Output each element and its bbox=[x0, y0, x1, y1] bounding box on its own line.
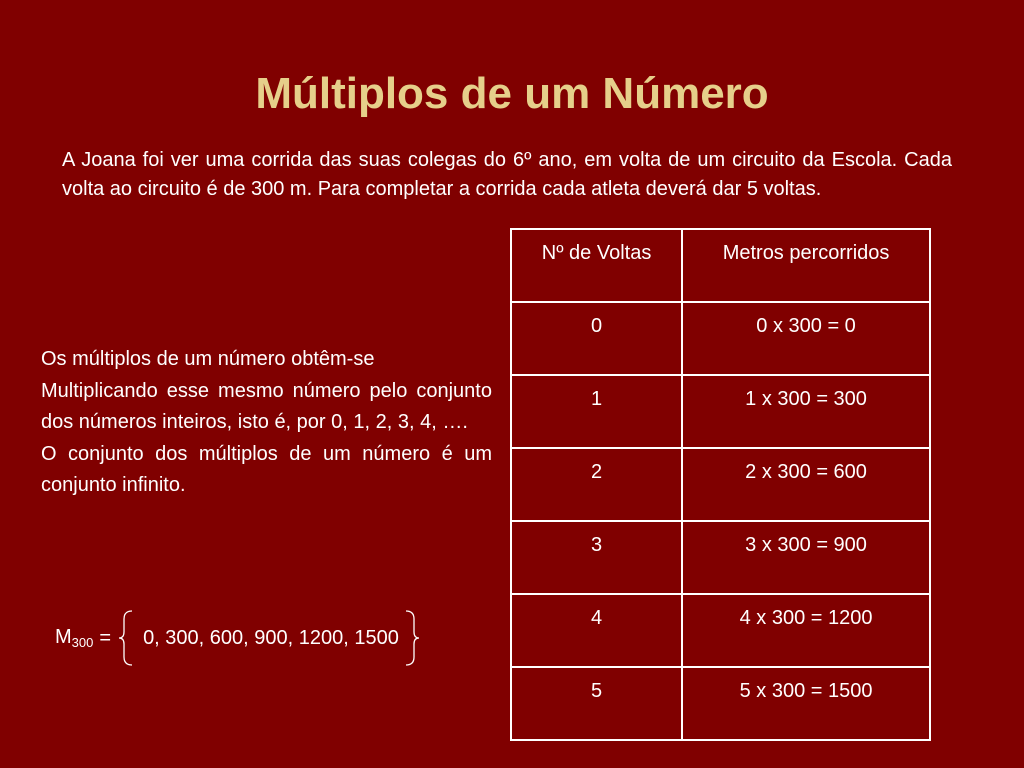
laps-cell: 5 bbox=[511, 667, 682, 740]
table-row bbox=[511, 667, 930, 740]
left-brace-icon bbox=[117, 610, 137, 666]
table-row bbox=[511, 448, 930, 521]
meters-cell: 4 x 300 = 1200 bbox=[682, 594, 930, 667]
set-subscript: 300 bbox=[71, 635, 94, 650]
set-notation bbox=[55, 610, 427, 666]
table-row bbox=[511, 302, 930, 375]
laps-cell: 0 bbox=[511, 302, 682, 375]
laps-cell: 4 bbox=[511, 594, 682, 667]
header-meters: Metros percorridos bbox=[682, 229, 930, 302]
meters-cell: 1 x 300 = 300 bbox=[682, 375, 930, 448]
meters-cell: 0 x 300 = 0 bbox=[682, 302, 930, 375]
table-header-row bbox=[511, 229, 930, 302]
intro-paragraph: A Joana foi ver uma corrida das suas colegas do 6º ano, em volta de um circuito da Escola. Cada volta ao circuito é de 300 m. Para completar a corrida cada atleta deverá dar 5 voltas. bbox=[62, 149, 952, 200]
set-symbol: $M_{300}$ bbox=[55, 626, 94, 650]
set-equals: = bbox=[99, 626, 112, 649]
slide-title: Múltiplos de um Número bbox=[255, 69, 769, 118]
set-elements: 0, 300, 600, 900, 1200, 1500 bbox=[143, 626, 399, 649]
meters-cell: 2 x 300 = 600 bbox=[682, 448, 930, 521]
explanation-line-1: Os múltiplos de um número obtêm-se bbox=[41, 348, 375, 370]
table-row bbox=[511, 375, 930, 448]
meters-cell: 3 x 300 = 900 bbox=[682, 521, 930, 594]
explanation-paragraph-1: Multiplicando esse mesmo número pelo conjunto dos números inteiros, isto é, por 0, 1, 2, 3, 4, …. bbox=[41, 379, 492, 433]
right-brace-icon bbox=[401, 610, 421, 666]
laps-cell: 3 bbox=[511, 521, 682, 594]
table-row bbox=[511, 521, 930, 594]
multiples-table bbox=[510, 228, 931, 741]
explanation-text bbox=[41, 344, 492, 502]
meters-cell: 5 x 300 = 1500 bbox=[682, 667, 930, 740]
laps-cell: 2 bbox=[511, 448, 682, 521]
explanation-paragraph-2: O conjunto dos múltiplos de um número é um conjunto infinito. bbox=[41, 442, 492, 496]
laps-cell: 1 bbox=[511, 375, 682, 448]
header-laps: Nº de Voltas bbox=[511, 229, 682, 302]
table-row bbox=[511, 594, 930, 667]
